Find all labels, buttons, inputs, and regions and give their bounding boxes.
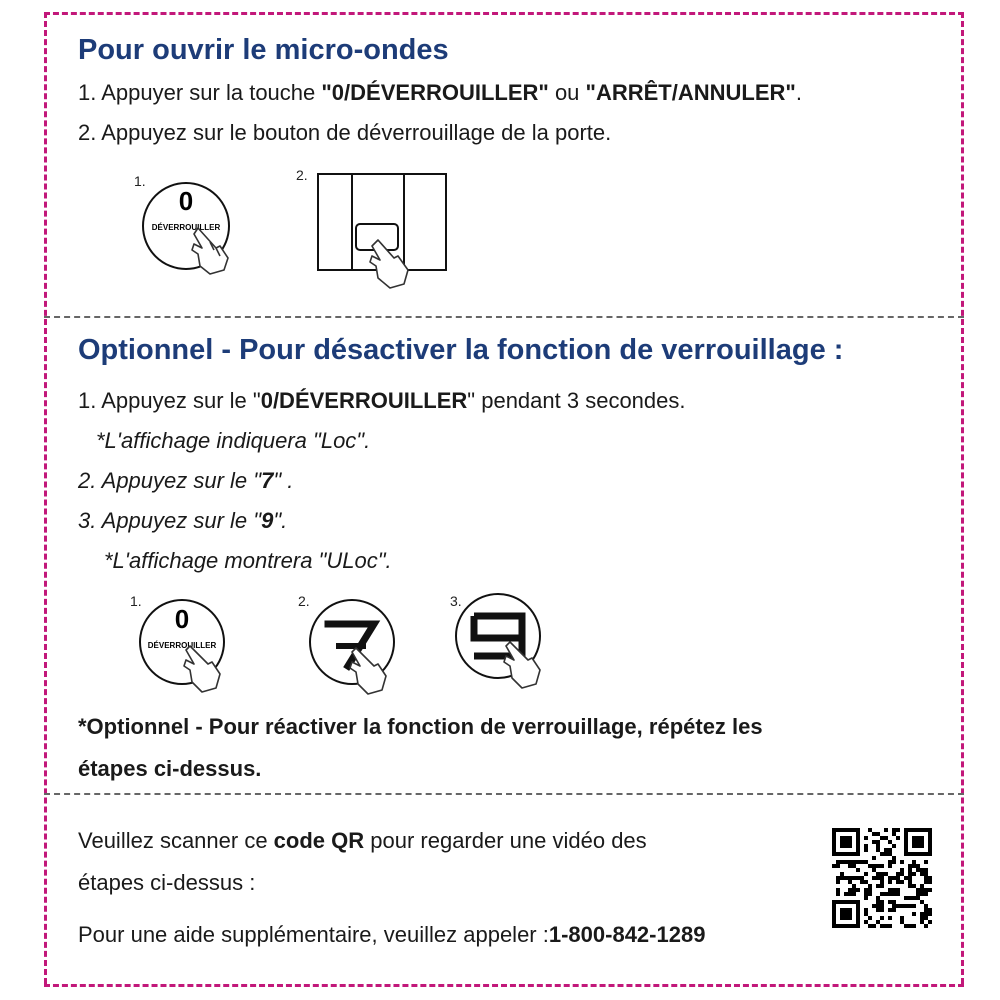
svg-text:1.: 1. [130,593,142,609]
key-7-button-icon [292,590,412,696]
svg-text:DÉVERROUILLER: DÉVERROUILLER [151,223,221,232]
section2-note1: *L'affichage indiquera "Loc". [96,428,371,453]
dashed-border-right [961,12,964,984]
svg-text:3.: 3. [450,593,462,609]
separator-2 [44,793,964,795]
help-phone-text: Pour une aide supplémentaire, veuillez appeler :1-800-842-1289 [78,922,706,947]
section2-reactivate-line1: *Optionnel - Pour réactiver la fonction de verrouillage, répétez les [78,714,763,739]
section1-step2: 2. Appuyez sur le bouton de déverrouillage de la porte. [78,120,612,145]
section2-reactivate-line2: étapes ci-dessus. [78,756,262,781]
svg-text:0: 0 [178,186,194,216]
svg-text:0: 0 [174,604,190,634]
dashed-border-bottom [44,984,964,987]
svg-text:DÉVERROUILLER: DÉVERROUILLER [147,641,217,650]
svg-text:1.: 1. [134,173,146,189]
qr-code-icon[interactable] [832,828,932,928]
section2-note2: *L'affichage montrera "ULoc". [104,548,392,573]
section2-step1: 1. Appuyez sur le "0/DÉVERROUILLER" pendant 3 secondes. [78,388,686,413]
section1-title: Pour ouvrir le micro-ondes [78,34,449,66]
phone-number[interactable]: 1-800-842-1289 [548,922,706,947]
qr-scan-text: Veuillez scanner ce code QR pour regarder une vidéo des [78,828,647,853]
section1-step1: 1. Appuyer sur la touche "0/DÉVERROUILLER" ou "ARRÊT/ANNULER". [78,80,802,105]
section2-step3: 3. Appuyez sur le "9". [78,508,288,533]
section2-title: Optionnel - Pour désactiver la fonction de verrouillage : [78,334,844,366]
qr-scan-text-line2: étapes ci-dessus : [78,870,256,895]
section2-step2: 2. Appuyez sur le "7" . [78,468,294,493]
svg-text:2.: 2. [298,593,310,609]
dashed-border-left [44,12,47,984]
door-release-button-icon [296,166,456,294]
separator-1 [44,316,964,318]
key-9-button-icon [444,590,564,696]
unlock-button-icon [124,590,244,696]
dashed-border-top [44,12,964,15]
svg-text:2.: 2. [296,167,308,183]
unlock-button-icon [128,168,248,280]
